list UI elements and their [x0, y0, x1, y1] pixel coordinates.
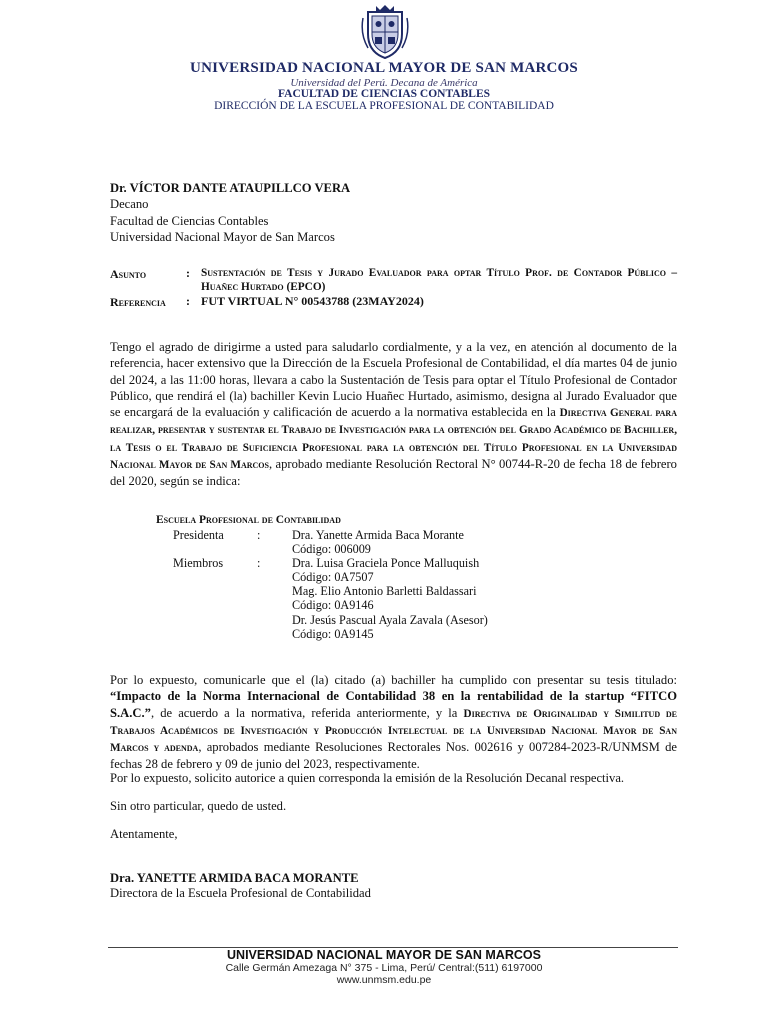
asunto-colon: :: [186, 266, 190, 280]
p2-text-b: , de acuerdo a la normativa, referida anteriormente, y la: [150, 705, 458, 720]
letterhead-faculty: FACULTAD DE CIENCIAS CONTABLES: [277, 88, 491, 100]
president-label: Presidenta: [173, 528, 224, 542]
university-crest-logo: [360, 4, 410, 60]
signature-title: Directora de la Escuela Profesional de Contabilidad: [110, 886, 371, 900]
body-paragraph-1: [110, 339, 677, 490]
president-code: Código: 006009: [292, 542, 371, 556]
members-label: Miembros: [173, 556, 224, 570]
signature-name: Dra. YANETTE ARMIDA BACA MORANTE: [110, 871, 359, 885]
member2-code: Código: 0A9146: [292, 598, 374, 612]
recipient-name: Dr. VÍCTOR DANTE ATAUPILLCO VERA: [110, 181, 351, 195]
body-paragraph-3: Por lo expuesto, solicito autorice a quien corresponda la emisión de la Resolución Decanal respectiva.: [110, 771, 625, 785]
asunto-text: Sustentación de Tesis y Jurado Evaluador para optar Título Prof. de Contador Público – Huañec Hurtado (EPCO): [201, 267, 677, 293]
recipient-block: [110, 180, 670, 245]
p2-text-a: Por lo expuesto, comunicarle que el (la) citado (a) bachiller ha cumplido con presentar su tesis titulado:: [110, 673, 677, 687]
letterhead-direction: DIRECCIÓN DE LA ESCUELA PROFESIONAL DE CONTABILIDAD: [214, 100, 554, 112]
p1-text-b: , aprobado mediante Resolución Rectoral N° 00744-R-20 de fecha 18 de febrero del 2020, según se indica:: [110, 457, 677, 489]
body-paragraph-2: [110, 672, 677, 773]
member1-name: Dra. Luisa Graciela Ponce Malluquish: [292, 556, 480, 570]
p2-directive: Directiva de Originalidad y Similitud de Trabajos Académicos de Investigación y Producción Intelectual de la Universidad Nacional Mayor de San Marcos y adenda: [110, 707, 677, 755]
p2-text-c: , aprobados mediante Resoluciones Rectorales Nos. 002616 y 007284-2023-R/UNMSM de fechas 28 de febrero y 09 de junio del 2023, respectivamente.: [110, 740, 677, 772]
letterhead-university: UNIVERSIDAD NACIONAL MAYOR DE SAN MARCOS: [190, 60, 578, 76]
member2-name: Mag. Elio Antonio Barletti Baldassari: [292, 584, 477, 598]
president-name: Dra. Yanette Armida Baca Morante: [292, 528, 464, 542]
footer-university: UNIVERSIDAD NACIONAL MAYOR DE SAN MARCOS: [227, 948, 541, 962]
member3-code: Código: 0A9145: [292, 627, 374, 641]
member3-name: Dr. Jesús Pascual Ayala Zavala (Asesor): [292, 613, 488, 627]
member1-code: Código: 0A7507: [292, 570, 374, 584]
asunto-label: Asunto: [110, 267, 147, 281]
referencia-colon: :: [186, 294, 190, 308]
referencia-text: FUT VIRTUAL N° 00543788 (23MAY2024): [201, 294, 424, 308]
recipient-faculty: Facultad de Ciencias Contables: [110, 213, 269, 228]
footer-address: Calle Germán Amezaga N° 375 - Lima, Perú/ Central:(511) 6197000: [225, 962, 543, 974]
thesis-title: “Impacto de la Norma Internacional de Contabilidad 38 en la rentabilidad de la startup “FITCO S.A.C.”: [110, 689, 677, 720]
body-paragraph-4: Sin otro particular, quedo de usted.: [110, 799, 287, 813]
p1-text-a: Tengo el agrado de dirigirme a usted para saludarlo cordialmente, y a la vez, en atención al documento de la referencia, hacer extensivo que la Dirección de la Escuela Profesional de Contabilidad, el día martes 04 de junio del 2024, a las 11:00 horas, llevara a cabo la Sustentación de Tesis para optar el Título Profesional de Contador Público, que rendirá el (la) bachiller Kevin Lucio Huañec Hurtado, asimismo, designa al Jurado Evaluador que se encargará de la evaluación y calificación de acuerdo a la normativa establecida en la: [110, 340, 677, 420]
closing: Atentamente,: [110, 827, 178, 841]
referencia-label: Referencia: [110, 295, 166, 309]
recipient-university: Universidad Nacional Mayor de San Marcos: [110, 229, 335, 244]
p1-directive: Directiva General para realizar, presentar y sustentar el Trabajo de Investigación para la obtención del Grado Académico de Bachiller, la Tesis o el Trabajo de Suficiencia Profesional para la obtención del Título Profesional en la Universidad Nacional Mayor de San Marcos: [110, 407, 677, 472]
members-colon: :: [257, 556, 261, 570]
president-colon: :: [257, 528, 261, 542]
footer-website[interactable]: www.unmsm.edu.pe: [336, 974, 432, 986]
jury-heading: Escuela Profesional de Contabilidad: [156, 514, 341, 526]
letterhead-tagline: Universidad del Perú. Decana de América: [290, 77, 478, 89]
recipient-role: Decano: [110, 197, 149, 212]
